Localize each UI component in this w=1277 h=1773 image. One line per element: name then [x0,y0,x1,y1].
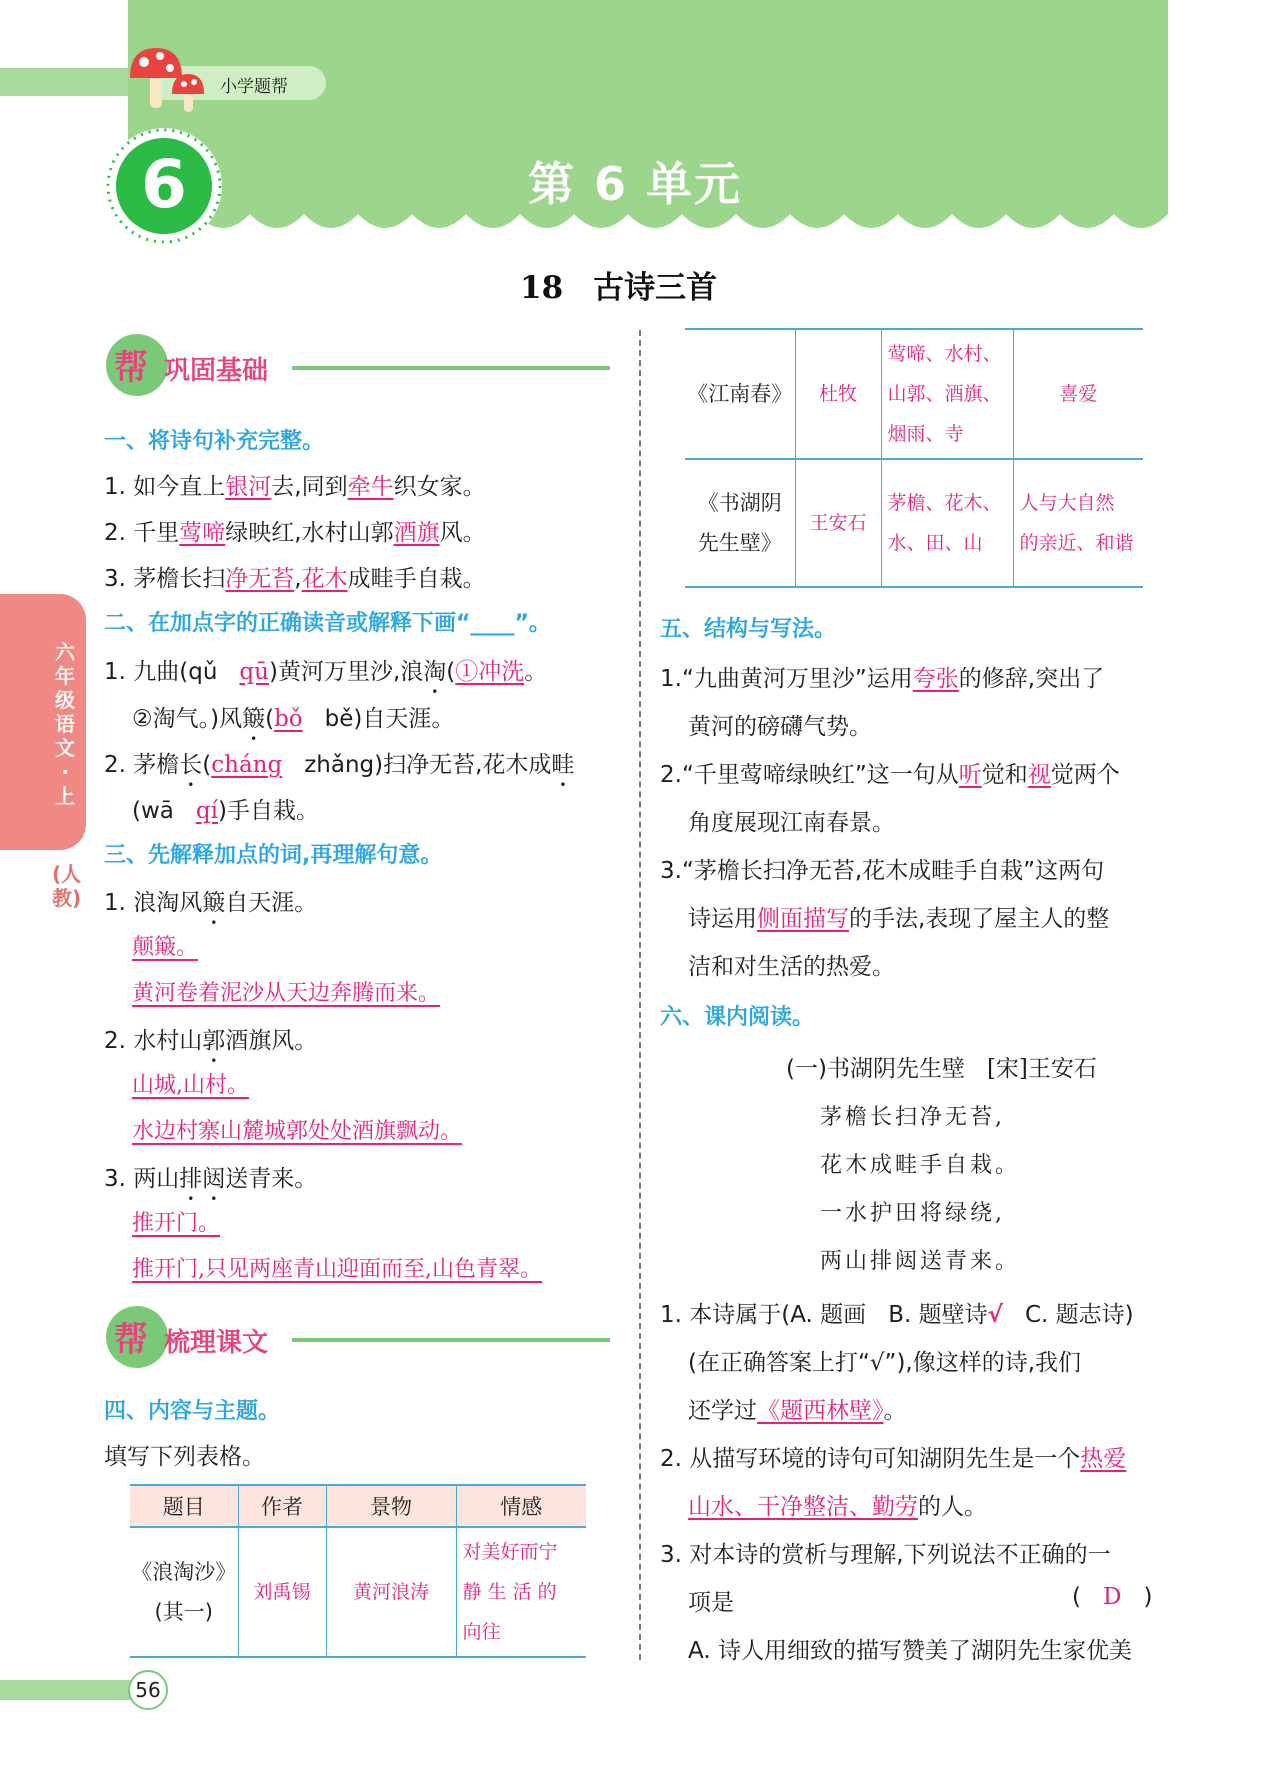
brand-label: 小学题帮 [220,77,288,97]
section-4-title: 四、内容与主题。 [104,1399,281,1424]
check-mark: √ [987,1302,1003,1328]
poem-line: 花木成畦手自栽。 [820,1153,1021,1178]
s3-q2-answer-2: 水边村寨山麓城郭处处酒旗飘动。 [132,1119,463,1144]
answer: qí [195,798,218,824]
cell-author: 杜牧 [795,329,881,459]
header-title: 题目 [130,1485,238,1527]
poem-author: [宋]王安石 [986,1056,1097,1082]
bang-char: 帮 [114,348,148,388]
answer: 《题西林壁》 [757,1398,884,1424]
mushroom-icon [126,44,216,116]
section-1-title: 一、将诗句补充完整。 [104,429,325,454]
s3-q1: 1. 浪淘风簸自天涯。 [104,890,318,916]
poem-line: 一水护田将绿绕, [820,1201,1005,1226]
cell-scene: 莺啼、水村、 山郭、酒旗、 烟雨、寺 [881,329,1013,459]
s1-q2: 2. 千里莺啼绿映红,水村山郭酒旗风。 [104,520,486,546]
s6-q3-answer-bracket: ( D ) [1072,1584,1153,1610]
answer: 花木 [301,566,348,592]
s6-q3a: 3. 对本诗的赏析与理解,下列说法不正确的一 [660,1542,1111,1568]
s6-q1c: 还学过《题西林壁》。 [688,1398,907,1424]
page-number: 56 [128,1670,168,1710]
poem-heading [786,1050,1097,1083]
answer: 莺啼 [179,520,226,546]
cell-title: 《浪淘沙》 (其一) [130,1527,238,1657]
lesson-name: 古诗三首 [593,270,718,306]
heading-label: 巩固基础 [164,356,269,386]
section-3-title: 三、先解释加点的词,再理解句意。 [104,843,443,868]
heading-consolidate [106,334,610,396]
table-row [685,459,1143,587]
s3-q3-answer-1: 推开门。 [132,1211,221,1236]
bang-char: 帮 [114,1320,148,1360]
answer: ①冲洗 [455,659,525,685]
poem-title: (一)书湖阴先生壁 [786,1056,965,1082]
answer: 山水、干净整洁、勤劳 [688,1494,918,1520]
s2-q2b: (wā qí)手自栽。 [132,798,319,824]
cell-title: 《江南春》 [685,329,795,459]
content-table [130,1484,586,1658]
unit-title: 第 6 单元 [527,157,743,211]
s6-q2a: 2. 从描写环境的诗句可知湖阴先生是一个热爱 [660,1446,1127,1472]
answer: 侧面描写 [757,906,849,932]
header-author: 作者 [238,1485,326,1527]
s3-q3: 3. 两山排闼送青来。 [104,1166,318,1192]
table-row [130,1527,586,1657]
heading-sort [106,1306,610,1368]
s2-q1b: ②淘气。)风簸(bǒ bě)自天涯。 [132,706,455,732]
content-table-continued [685,328,1143,588]
s2-q2a: 2. 茅檐长(cháng zhǎng)扫净无苔,花木成畦 [104,752,575,778]
cell-author: 刘禹锡 [238,1527,326,1657]
table-header-row [130,1485,586,1527]
poem-line: 茅檐长扫净无苔, [820,1105,1005,1130]
section-2-title: 二、在加点字的正确读音或解释下画“____”。 [104,611,551,636]
column-divider [639,330,641,1660]
s6-q3-option-a: A. 诗人用细致的描写赞美了湖阴先生家优美 [688,1638,1132,1664]
answer: 酒旗 [393,520,440,546]
grade-label: 六年级语文·上 [55,640,75,808]
s5-q1b: 黄河的磅礴气势。 [688,714,872,740]
heading-rule [292,366,610,370]
cell-feeling: 喜爱 [1013,329,1143,459]
s1-q3: 3. 茅檐长扫净无苔,花木成畦手自栽。 [104,566,486,592]
s6-q2b: 山水、干净整洁、勤劳的人。 [688,1494,987,1520]
s4-instruction: 填写下列表格。 [104,1444,265,1470]
s5-q3c: 洁和对生活的热爱。 [688,954,895,980]
answer: 热爱 [1080,1446,1127,1472]
unit-number: 6 [141,146,187,223]
answer: 视 [1027,762,1051,788]
answer: bǒ [274,706,303,732]
s6-q3b: 项是 [688,1590,734,1616]
answer: 听 [958,762,982,788]
s6-q1b: (在正确答案上打“√”),像这样的诗,我们 [688,1350,1082,1376]
lesson-title [520,262,717,307]
cell-scene: 茅檐、花木、 水、田、山 [881,459,1013,587]
cell-feeling: 对美好而宁 静 生 活 的 向往 [456,1527,586,1657]
s5-q2b: 角度展现江南春景。 [688,810,895,836]
header-scene: 景物 [326,1485,456,1527]
s3-q1-answer-1: 颠簸。 [132,935,199,960]
s5-q2a: 2.“千里莺啼绿映红”这一句从听觉和视觉两个 [660,762,1120,788]
cell-title: 《书湖阴 先生壁》 [685,459,795,587]
answer: D [1102,1584,1122,1610]
answer: 银河 [225,474,272,500]
header-feeling: 情感 [456,1485,586,1527]
footer-strip [0,1680,140,1700]
s5-q1a: 1.“九曲黄河万里沙”运用夸张的修辞,突出了 [660,666,1105,692]
cell-author: 王安石 [795,459,881,587]
cell-scene: 黄河浪涛 [326,1527,456,1657]
heading-rule [292,1338,610,1342]
s3-q3-answer-2: 推开门,只见两座青山迎面而至,山色青翠。 [132,1257,542,1282]
answer: cháng [211,752,283,778]
heading-label: 梳理课文 [164,1328,269,1358]
answer: 牵牛 [347,474,394,500]
edition-label: (人教) [52,862,82,910]
table-row [685,329,1143,459]
s5-q3a: 3.“茅檐长扫净无苔,花木成畦手自栽”这两句 [660,858,1105,884]
s3-q2-answer-1: 山城,山村。 [132,1073,249,1098]
lesson-number: 18 [520,270,564,306]
s2-q1a: 1. 九曲(qǔ qū)黄河万里沙,浪淘(①冲洗。 [104,659,548,685]
s5-q3b: 诗运用侧面描写的手法,表现了屋主人的整 [688,906,1110,932]
poem-line: 两山排闼送青来。 [820,1249,1021,1274]
answer: 净无苔 [225,566,295,592]
s6-q1a: 1. 本诗属于(A. 题画 B. 题壁诗√ C. 题志诗) [660,1302,1134,1328]
answer: 夸张 [912,666,959,692]
answer: qū [239,659,269,685]
s3-q2: 2. 水村山郭酒旗风。 [104,1028,318,1054]
cell-feeling: 人与大自然 的亲近、和谐 [1013,459,1143,587]
section-5-title: 五、结构与写法。 [660,617,837,642]
s1-q1: 1. 如今直上银河去,同到牵牛织女家。 [104,474,486,500]
s3-q1-answer-2: 黄河卷着泥沙从天边奔腾而来。 [132,981,441,1006]
section-6-title: 六、课内阅读。 [660,1005,815,1030]
